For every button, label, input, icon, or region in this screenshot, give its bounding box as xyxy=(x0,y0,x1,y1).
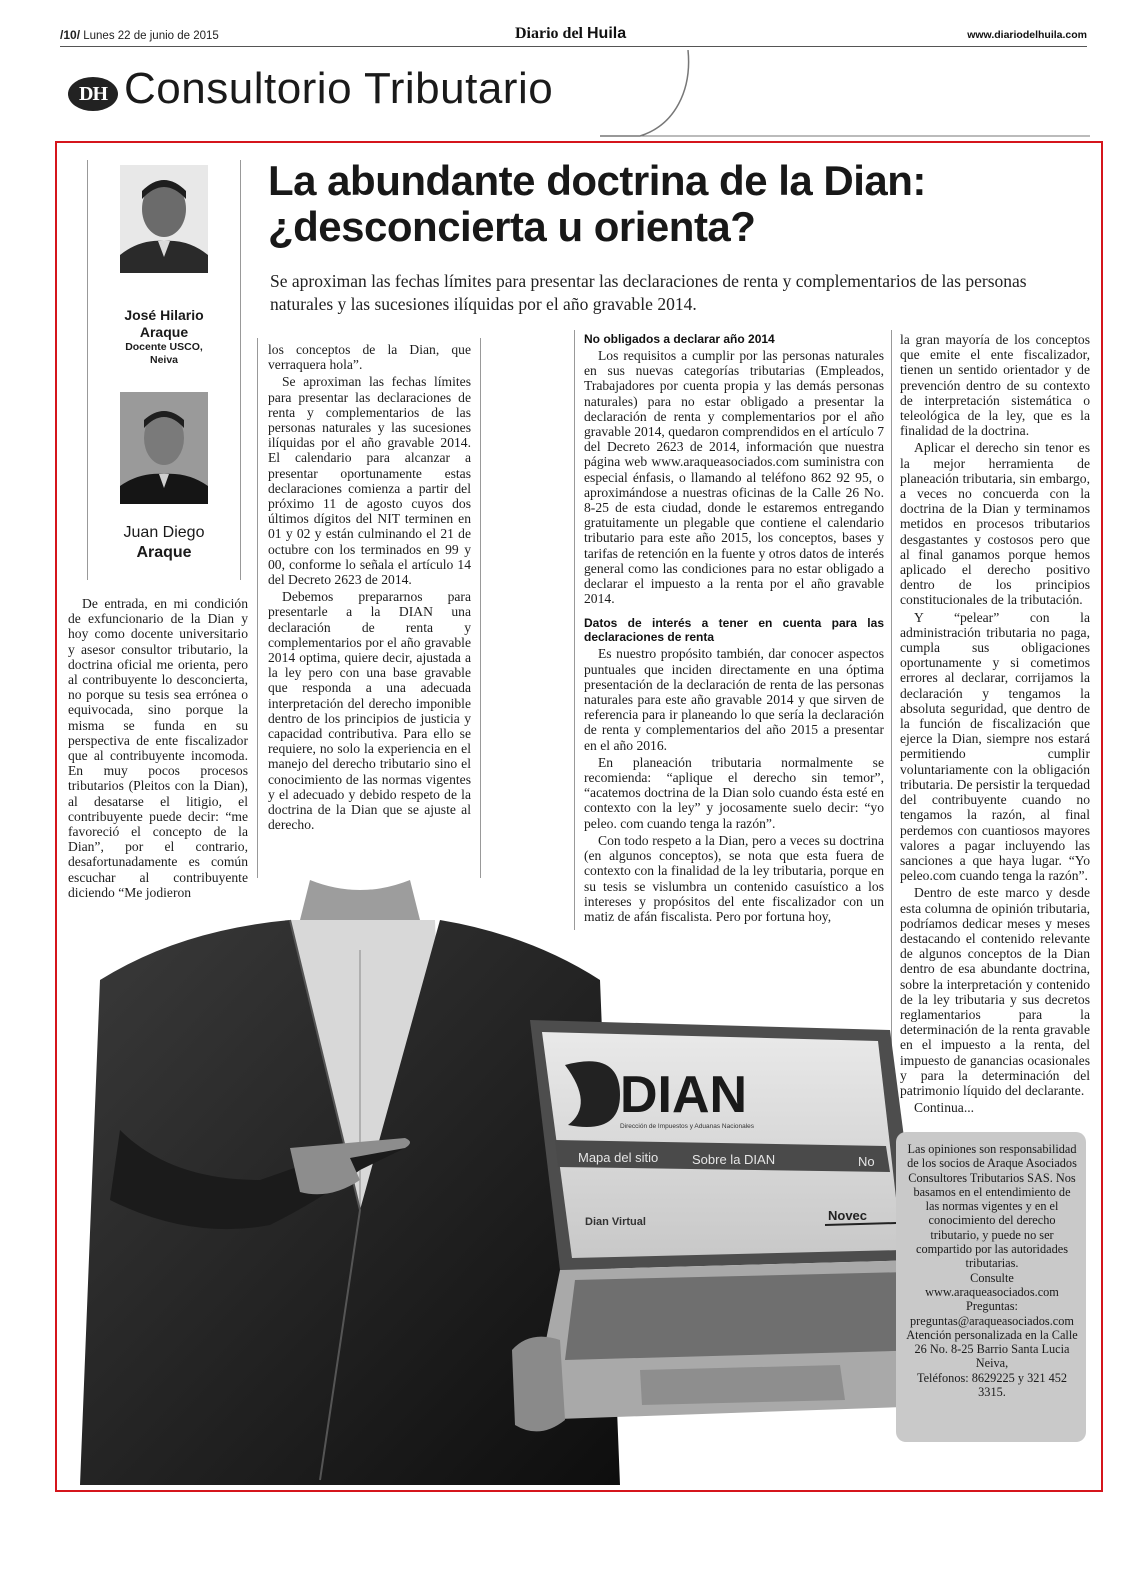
dh-logo: DH xyxy=(68,77,118,111)
paragraph: Aplicar el derecho sin tenor es la mejor herramienta de planeación tributaria, sin embargo, a veces no concuerda con la doctrina de la Dian y terminamos metidos en procesos tributarios desgastantes y costosos pero que al final ganamos porque hemos aplicado el derecho positivo dentro de los principios constitucionales de la tributación. xyxy=(900,440,1090,608)
paragraph: Continua... xyxy=(914,1100,975,1116)
paragraph: Y “pelear” con la administración tributaria no paga, cumpla sus obligaciones oportunamente y si cometimos errores al declarar, corrijamos la declaración y tengamos la absoluta seguridad, que dentro de la función de fiscalización que ejerce la Dian, siempre nos estará permitiendo cumplir voluntariamente con la obligación tributaria. De persistir la terquedad del contribuyente cuando no tengamos la razón, al final perdemos con cuantiosos mayores valores a pagar incluyendo las sanciones a que haya lugar. “Yo peleo.com cuando tenga la razón”. xyxy=(900,609,1090,884)
holding-hand xyxy=(512,1337,565,1432)
laptop-dian-logo: DIAN xyxy=(620,1066,748,1124)
column-rule xyxy=(257,338,258,878)
author-1-role-line2: Neiva xyxy=(149,354,179,366)
paragraph: la gran mayoría de los conceptos que emite el ente fiscalizador, tienen un sentido orientador y de prevención dentro de su contexto de interpretación sistemática o teleológica de la ley, que es la finalidad de la doctrina. xyxy=(900,332,1090,439)
paragraph: Debemos prepararnos para presentarle a la DIAN una declaración de renta y complementarios por el año gravable 2014 optima, quiere decir, ajustada a la ley pero con una base gravable que responda a una adecuada interpretación del derecho imponible dentro de los principios de justicia y capacidad contributiva. Para ello se requiere, no solo la experiencia en el manejo del derecho tributario sino el conocimiento de las normas vigentes y el adecuado y debido respeto de la doctrina de la Dian que se ajuste al derecho. xyxy=(268,589,471,833)
newspaper-url: www.diariodelhuila.com xyxy=(967,29,1087,41)
portrait-icon xyxy=(120,392,208,504)
laptop-dian-subtitle: Dirección de Impuestos y Aduanas Nacionales xyxy=(620,1123,755,1130)
disclaimer-box xyxy=(896,1132,1086,1442)
column-rule xyxy=(480,338,481,878)
article-deck: Se aproximan las fechas límites para presentar las declaraciones de renta y complementarios de las personas naturales y las sucesiones ilíquidas por el año gravable 2014. xyxy=(270,271,1027,314)
paragraph: De entrada, en mi condición de exfuncionario de la Dian y hoy como docente universitario y asesor consultor tributario, la doctrina oficial me orienta, pero al contribuyente lo desconcierta, no porque su tesis sea errónea o equivocada, sino porque la misma se funda en su perspectiva de ente fiscalizador que al contribuyente incomoda. En muy pocos procesos tributarios (Pleitos con la Dian), al desatarse el litigio, el contribuyente puede decir: “me favoreció el concepto de la Dian”, por el contrario, desafortunadamente es común escuchar al contribuyente diciendo “Me jodieron xyxy=(68,596,248,900)
column-rule xyxy=(574,330,575,930)
author-2-first-name: Juan Diego xyxy=(123,524,205,541)
man-with-laptop-illustration xyxy=(60,880,920,1485)
page-number: 10 xyxy=(63,28,77,42)
subheading-2: Datos de interés a tener en cuenta para las declaraciones de renta xyxy=(584,616,884,645)
portrait-icon xyxy=(120,165,208,273)
article-column-a xyxy=(68,596,248,902)
disclaimer-attention: Atención personalizada en la Calle 26 No. 8-25 Barrio Santa Lucia Neiva, xyxy=(906,1327,1078,1371)
issue-date: Lunes 22 de junio de 2015 xyxy=(83,30,219,42)
laptop-nav-1: Mapa del sitio xyxy=(578,1150,659,1165)
laptop xyxy=(530,1020,920,1420)
disclaimer-website: www.araqueasociados.com xyxy=(925,1284,1059,1299)
headline-line-2: ¿desconcierta u orienta? xyxy=(268,203,756,250)
author-photo-1 xyxy=(120,165,208,273)
disclaimer-consult-label: Consulte xyxy=(970,1270,1014,1285)
subheading-1: No obligados a declarar año 2014 xyxy=(584,332,775,346)
newspaper-name-part2: Huila xyxy=(587,25,627,42)
disclaimer-text: Las opiniones son responsabilidad de los socios de Araque Asociados Consultores Tributarios SAS. Nos basamos en el entendimiento de las normas vigentes y en el conocimiento del derecho tributario, y puede no ser compartido por las autoridades tributarias. xyxy=(907,1142,1077,1271)
headline-line-1: La abundante doctrina de la Dian: xyxy=(268,157,926,204)
paragraph: los conceptos de la Dian, que verraquera hola”. xyxy=(268,342,471,373)
laptop-nav-3: No xyxy=(858,1154,875,1169)
paragraph: Se aproximan las fechas límites para presentar las declaraciones de renta y complementarios de las personas naturales y las sucesiones ilíquidas por el año gravable 2014. El calendario para alcanzar a presentar oportunamente estas declaraciones comienza a partir del próximo 11 de agosto cuyos dos últimos dígitos del NIT terminen en 01 y 02 y están culminando el 21 de octubre con los terminados en 99 y 00, conforme lo señala el artículo 14 del Decreto 2623 de 2014. xyxy=(268,374,471,588)
paragraph: Con todo respeto a la Dian, pero a veces su doctrina (en algunos conceptos), se nota que esta fuera de contexto con la finalidad de la ley tributaria, porque en su tesis se vislumbra un contenido casuístico a los intereses y propósitos del ente fiscalizador con un matiz de afán fiscalista. Pero por fortuna hoy, xyxy=(584,832,884,924)
headline xyxy=(268,158,1098,250)
author-1-role xyxy=(95,341,233,367)
header-swoosh xyxy=(600,50,1090,145)
article-column-b xyxy=(268,342,471,835)
author-2-last-name: Araque xyxy=(136,544,192,561)
article-column-c xyxy=(584,332,884,926)
author-1-name xyxy=(95,307,233,341)
paragraph: Dentro de este marco y desde esta columna de opinión tributaria, podríamos dedicar meses y meses destacando el contenido relevante de algunos conceptos de la Dian dentro de esa abundante doctrina, sobre la interpretación y contenido de la ley tributaria y sus decretos reglamentarios para la determinación de la renta gravable en el impuesto a la renta, del impuesto de ganancias ocasionales y para la determinación del patrimonio líquido del declarante. xyxy=(900,885,1090,1098)
author-1-first-name: José Hilario xyxy=(124,307,204,323)
author-1-last-name: Araque xyxy=(139,324,189,340)
article-column-d xyxy=(900,332,1090,1117)
folio: /10/ Lunes 22 de junio de 2015 xyxy=(60,28,219,42)
paragraph: En planeación tributaria normalmente se recomienda: “aplique el derecho sin temor”, “acatemos doctrina de la Dian solo cuando ésta esté en contexto con la ley” y jocosamente suelo decir: “yo peleo. com cuando tenga la razón”. xyxy=(584,754,884,831)
author-photo-2 xyxy=(120,392,208,504)
newspaper-name-part1: Diario del xyxy=(515,25,583,42)
newspaper-name xyxy=(515,25,626,43)
paragraph: Es nuestro propósito también, dar conocer aspectos puntuales que inciden directamente en una óptima presentación de la declaración de renta de las personas naturales para este año gravable 2014 y que sirven de referencia para ir planeando lo que sería la declaración de renta y complementarios del año 2015 a presentar en el año 2016. xyxy=(584,646,884,753)
top-bar xyxy=(60,25,1087,47)
author-1-role-line1: Docente USCO, xyxy=(125,341,203,353)
disclaimer-phones: Teléfonos: 8629225 y 321 452 3315. xyxy=(916,1370,1068,1400)
laptop-bottom-right: Novec xyxy=(828,1208,868,1223)
disclaimer-questions: Preguntas: preguntas@araqueasociados.com xyxy=(910,1299,1074,1328)
section-title: Consultorio Tributario xyxy=(124,64,554,113)
laptop-nav-2: Sobre la DIAN xyxy=(692,1152,776,1167)
author-2-name xyxy=(95,523,233,563)
laptop-bottom-left: Dian Virtual xyxy=(585,1216,646,1228)
paragraph: Los requisitos a cumplir por las personas naturales en sus nuevas categorías tributarias (Empleados, Trabajadores por cuenta propia y las demás personas naturales) para no estar obligado a presentar la declaración de renta y complementarios por el año gravable 2014, quedaron comprendidos en el artículo 7 del Decreto 2623 de 2014, información que nuestra página web www.araqueasociados.com suministra con especial énfasis, o llamando al teléfono 862 92 95, o aproximándose a nuestras oficinas de la Calle 26 No. 8-25 de esta ciudad, donde le estaremos entregando gratuitamente un plegable que contiene el calendario tributario para este año 2015, los conceptos, bases y tarifas de retención en la fuente y otros datos de interés general como las condiciones para no estar obligado a declarar el impuesto a la renta por el año gravable 2014. xyxy=(584,348,884,607)
